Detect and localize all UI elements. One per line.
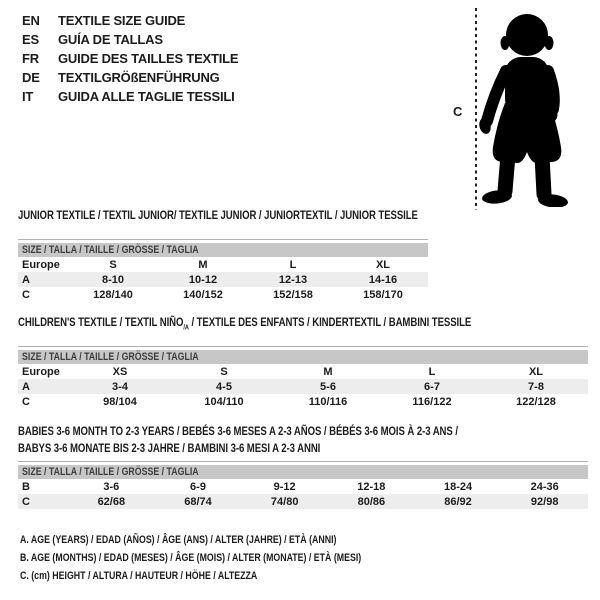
section-childrens-textile bbox=[18, 315, 588, 409]
table-row bbox=[18, 257, 428, 272]
table-cell: XS bbox=[112, 365, 128, 378]
table-cell: 8-10 bbox=[101, 273, 125, 286]
size-table-header-bar bbox=[18, 350, 588, 364]
table-cell: 3-6 bbox=[103, 480, 120, 493]
table-cell: 122/128 bbox=[516, 395, 556, 408]
table-cell: 140/152 bbox=[183, 288, 223, 301]
row-label: B bbox=[22, 480, 30, 493]
section-title-text bbox=[18, 424, 458, 438]
legend bbox=[20, 533, 447, 587]
row-label: A bbox=[22, 273, 30, 286]
table-cell: 98/104 bbox=[103, 395, 137, 408]
table-cell: M bbox=[198, 258, 208, 271]
size-table-rows bbox=[18, 479, 588, 509]
title-segment: / TEXTILE DES ENFANTS / KINDERTEXTIL / BAMBINI TESSILE bbox=[188, 315, 472, 329]
legend-line: A. AGE (YEARS) / EDAD (AÑOS) / ÂGE (ANS) / ALTER (JAHRE) / ETÀ (ANNI) bbox=[20, 534, 337, 546]
section-title bbox=[18, 315, 588, 332]
table-cell: 9-12 bbox=[273, 480, 296, 493]
size-bar-label: SIZE / TALLA / TAILLE / GRÖSSE / TAGLIA bbox=[22, 244, 199, 256]
table-row bbox=[18, 379, 588, 394]
table-cell: 86/92 bbox=[444, 495, 472, 508]
language-code: IT bbox=[22, 89, 34, 104]
language-code: FR bbox=[22, 51, 39, 66]
table-cell: 68/74 bbox=[184, 495, 212, 508]
title-segment: CHILDREN'S TEXTILE / TEXTIL NIÑO bbox=[18, 315, 184, 329]
title-segment: /A bbox=[183, 324, 189, 332]
height-figure bbox=[440, 0, 600, 215]
table-cell: S bbox=[109, 258, 117, 271]
section-babies-textile bbox=[18, 424, 588, 509]
language-entry bbox=[22, 68, 238, 87]
table-cell: 158/170 bbox=[363, 288, 403, 301]
size-bar-label: SIZE / TALLA / TAILLE / GRÖSSE / TAGLIA bbox=[22, 351, 199, 363]
table-cell: 7-8 bbox=[528, 380, 544, 393]
legend-line: C. (cm) HEIGHT / ALTURA / HAUTEUR / HÖHE / ALTEZZA bbox=[20, 570, 258, 582]
size-table-header-bar bbox=[18, 465, 588, 479]
height-measure-dotted-line bbox=[475, 8, 477, 210]
language-title: TEXTILGRÖßENFÜHRUNG bbox=[58, 70, 220, 85]
table-cell: 14-16 bbox=[368, 273, 398, 286]
section-title-line bbox=[18, 315, 588, 332]
table-cell: M bbox=[323, 365, 333, 378]
section-title-text bbox=[18, 208, 418, 222]
legend-line: B. AGE (MONTHS) / EDAD (MESES) / ÂGE (MOIS) / ALTER (MONATE) / ETÀ (MESI) bbox=[20, 552, 362, 564]
section-junior-textile bbox=[18, 208, 428, 302]
table-cell: L bbox=[428, 365, 436, 378]
row-label: C bbox=[22, 395, 30, 408]
table-cell: 110/116 bbox=[308, 395, 348, 408]
size-table-babies bbox=[18, 461, 588, 509]
language-code: EN bbox=[22, 13, 40, 28]
table-cell: 92/98 bbox=[530, 495, 559, 508]
table-row bbox=[18, 287, 428, 302]
size-table-children bbox=[18, 346, 588, 409]
section-title bbox=[18, 208, 428, 222]
table-cell: 152/158 bbox=[273, 288, 313, 301]
section-title-line bbox=[18, 441, 588, 458]
table-cell: 10-12 bbox=[188, 273, 218, 286]
table-row bbox=[18, 394, 588, 409]
size-table-rows bbox=[18, 364, 588, 409]
table-cell: S bbox=[220, 365, 228, 378]
table-cell: 128/140 bbox=[93, 288, 133, 301]
table-cell: XL bbox=[375, 258, 391, 271]
table-cell: 62/68 bbox=[97, 495, 126, 508]
section-title-line bbox=[18, 208, 428, 222]
size-table-rows bbox=[18, 257, 428, 302]
language-title: TEXTILE SIZE GUIDE bbox=[58, 13, 186, 28]
table-cell: 12-18 bbox=[357, 480, 386, 493]
table-cell: 5-6 bbox=[320, 380, 336, 393]
table-cell: 24-36 bbox=[530, 480, 559, 493]
language-title: GUIDE DES TAILLES TEXTILE bbox=[58, 51, 239, 66]
size-bar-label: SIZE / TALLA / TAILLE / GRÖSSE / TAGLIA bbox=[22, 466, 199, 478]
row-label: C bbox=[22, 288, 30, 301]
language-entry bbox=[22, 11, 238, 30]
section-title-text bbox=[18, 441, 320, 455]
language-entry bbox=[22, 49, 238, 68]
table-cell: 3-4 bbox=[112, 380, 128, 393]
row-label: Europe bbox=[22, 365, 60, 378]
section-title-text bbox=[18, 315, 471, 335]
table-row bbox=[18, 364, 588, 379]
size-table-junior bbox=[18, 239, 428, 302]
title-segment: BABIES 3-6 MONTH TO 2-3 YEARS / BEBÉS 3-6 MESES A 2-3 AÑOS / BÉBÉS 3-6 MOIS À 2-3 ANS / bbox=[18, 424, 458, 438]
section-title-line bbox=[18, 424, 588, 441]
language-entry bbox=[22, 30, 238, 49]
table-cell: 18-24 bbox=[443, 480, 473, 493]
language-list bbox=[22, 11, 238, 106]
language-code: ES bbox=[22, 32, 39, 47]
baby-silhouette-icon bbox=[478, 5, 578, 207]
table-cell: 6-7 bbox=[424, 380, 440, 393]
table-cell: L bbox=[289, 258, 297, 271]
height-marker-label: C bbox=[453, 104, 463, 119]
language-title: GUÍA DE TALLAS bbox=[58, 32, 163, 47]
table-cell: 104/110 bbox=[204, 395, 244, 408]
row-label: A bbox=[22, 380, 30, 393]
table-row bbox=[18, 272, 428, 287]
table-cell: 116/122 bbox=[412, 395, 452, 408]
table-cell: 6-9 bbox=[190, 480, 206, 493]
table-row bbox=[18, 479, 588, 494]
language-entry bbox=[22, 87, 238, 106]
section-title bbox=[18, 424, 588, 458]
table-row bbox=[18, 494, 588, 509]
table-cell: 12-13 bbox=[278, 273, 308, 286]
size-table-header-bar bbox=[18, 243, 428, 257]
language-title: GUIDA ALLE TAGLIE TESSILI bbox=[58, 89, 235, 104]
table-cell: 80/86 bbox=[357, 495, 386, 508]
table-cell: 74/80 bbox=[270, 495, 299, 508]
title-segment: BABYS 3-6 MONATE BIS 2-3 JAHRE / BAMBINI 3-6 MESI A 2-3 ANNI bbox=[18, 441, 321, 455]
table-cell: XL bbox=[528, 365, 544, 378]
title-segment: JUNIOR TEXTILE / TEXTIL JUNIOR/ TEXTILE JUNIOR / JUNIORTEXTIL / JUNIOR TESSILE bbox=[18, 208, 418, 222]
row-label: Europe bbox=[22, 258, 60, 271]
table-cell: 4-5 bbox=[216, 380, 232, 393]
language-code: DE bbox=[22, 70, 40, 85]
row-label: C bbox=[22, 495, 30, 508]
